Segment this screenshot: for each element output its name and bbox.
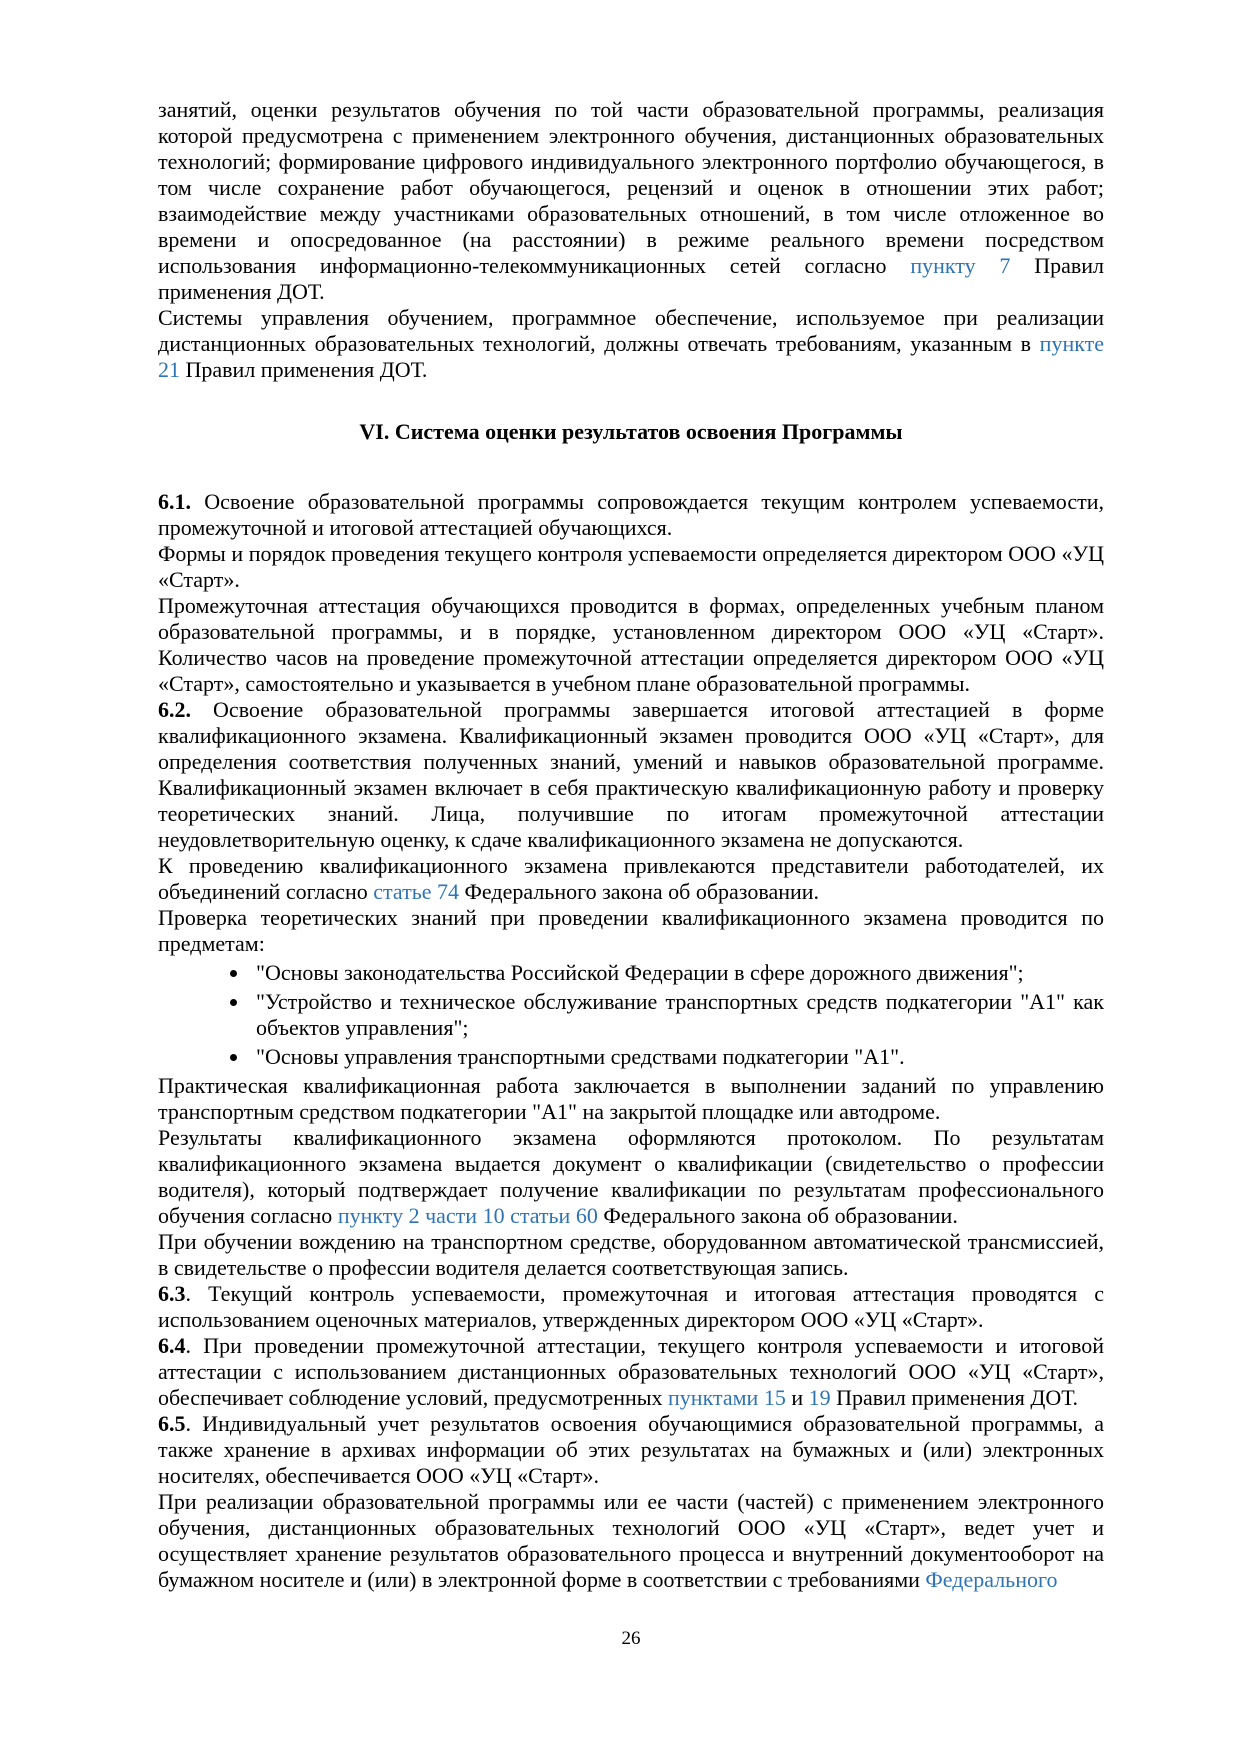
page-number: 26: [621, 1628, 641, 1649]
paragraph: [158, 697, 1104, 853]
text-run: "Основы законодательства Российской Федерации в сфере дорожного движения";: [256, 960, 1024, 985]
text-run: Федерального закона об образовании.: [597, 1203, 958, 1228]
bullet-list: [158, 960, 1104, 1070]
text-run: занятий, оценки результатов обучения по той части образовательной программы, реализация которой предусмотрена с применением электронного обучения, дистанционных образовательных технологий; формирование цифрового индивидуального электронного портфолио обучающегося, в том числе сохранение работ обучающегося, рецензий и оценок в отношении этих работ; взаимодействие между участниками образовательных отношений, в том числе отложенное во времени и опосредованное (на расстоянии) в режиме реального времени посредством использования информационно-телекоммуникационных сетей согласно: [158, 97, 1104, 278]
text-run: Формы и порядок проведения текущего контроля успеваемости определяется директором ООО «УЦ «Старт».: [158, 541, 1104, 592]
clause-number: 6.4: [158, 1333, 186, 1358]
text-run: "Устройство и техническое обслуживание транспортных средств подкатегории "А1" как объектов управления";: [256, 989, 1104, 1040]
bullet-item: [250, 1044, 1104, 1070]
text-run: и: [785, 1385, 809, 1410]
clause-number: 6.5: [158, 1411, 186, 1436]
text-run: Промежуточная аттестация обучающихся проводится в формах, определенных учебным планом образовательной программы, и в порядке, установленном директором ООО «УЦ «Старт». Количество часов на проведение промежуточной аттестации определяется директором ООО «УЦ «Старт», самостоятельно и указывается в учебном плане образовательной программы.: [158, 593, 1104, 696]
paragraph: [158, 541, 1104, 593]
text-run: Освоение образовательной программы завершается итоговой аттестацией в форме квалификационного экзамена. Квалификационный экзамен проводится ООО «УЦ «Старт», для определения соответствия полученных знаний, умений и навыков образовательной программе. Квалификационный экзамен включает в себя практическую квалификационную работу и проверку теоретических знаний. Лица, получившие по итогам промежуточной аттестации неудовлетворительную оценку, к сдаче квалификационного экзамена не допускаются.: [158, 697, 1104, 852]
text-run: Освоение образовательной программы сопровождается текущим контролем успеваемости, промежуточной и итоговой аттестацией обучающихся.: [158, 489, 1104, 540]
paragraph: [158, 905, 1104, 957]
clause-number: 6.1.: [158, 489, 191, 514]
text-run: Практическая квалификационная работа заключается в выполнении заданий по управлению транспортным средством подкатегории "А1" на закрытой площадке или автодроме.: [158, 1073, 1104, 1124]
paragraph: [158, 1125, 1104, 1229]
paragraph: [158, 1489, 1104, 1593]
inline-link[interactable]: пункту 7: [910, 253, 1011, 278]
inline-link[interactable]: статье 74: [373, 879, 460, 904]
text-run: К проведению квалификационного экзамена привлекаются представители работодателей, их объединений согласно: [158, 853, 1104, 904]
clause-number: 6.2.: [158, 697, 191, 722]
paragraph: [158, 1411, 1104, 1489]
clause-number: 6.3: [158, 1281, 186, 1306]
text-run: Правил применения ДОТ.: [158, 253, 1104, 304]
text-run: Правил применения ДОТ.: [830, 1385, 1078, 1410]
inline-link[interactable]: Федерального: [925, 1567, 1058, 1592]
document-body: [158, 97, 1104, 1593]
paragraph: [158, 1229, 1104, 1281]
paragraph: [158, 1333, 1104, 1411]
paragraph: [158, 1073, 1104, 1125]
inline-link[interactable]: пункте 21: [158, 331, 1104, 382]
text-run: Проверка теоретических знаний при проведении квалификационного экзамена проводится по предметам:: [158, 905, 1104, 956]
text-run: Федерального закона об образовании.: [459, 879, 820, 904]
paragraph: [158, 593, 1104, 697]
paragraph: [158, 305, 1104, 383]
text-run: . При проведении промежуточной аттестации, текущего контроля успеваемости и итоговой аттестации с использованием дистанционных образовательных технологий ООО «УЦ «Старт», обеспечивает соблюдение условий, предусмотренных: [158, 1333, 1104, 1410]
text-run: При реализации образовательной программы или ее части (частей) с применением электронного обучения, дистанционных образовательных технологий ООО «УЦ «Старт», ведет учет и осуществляет хранение результатов образовательного процесса и внутренний документооборот на бумажном носителе и (или) в электронной форме в соответствии с требованиями: [158, 1489, 1104, 1592]
inline-link[interactable]: пункту 2 части 10 статьи 60: [337, 1203, 598, 1228]
text-run: При обучении вождению на транспортном средстве, оборудованном автоматической трансмиссией, в свидетельстве о профессии водителя делается соответствующая запись.: [158, 1229, 1104, 1280]
text-run: . Текущий контроль успеваемости, промежуточная и итоговая аттестация проводятся с использованием оценочных материалов, утвержденных директором ООО «УЦ «Старт».: [158, 1281, 1104, 1332]
bullet-item: [250, 960, 1104, 986]
paragraph: [158, 853, 1104, 905]
text-run: Правил применения ДОТ.: [180, 357, 428, 382]
paragraph: [158, 97, 1104, 305]
inline-link[interactable]: 19: [808, 1385, 831, 1410]
bullet-item: [250, 989, 1104, 1041]
text-run: Системы управления обучением, программное обеспечение, используемое при реализации дистанционных образовательных технологий, должны отвечать требованиям, указанным в: [158, 305, 1104, 356]
paragraph: [158, 489, 1104, 541]
text-run: Результаты квалификационного экзамена оформляются протоколом. По результатам квалификационного экзамена выдается документ о квалификации (свидетельство о профессии водителя), который подтверждает получение квалификации по результатам профессионального обучения согласно: [158, 1125, 1104, 1228]
paragraph: [158, 1281, 1104, 1333]
section-heading: VI. Система оценки результатов освоения Программы: [359, 419, 903, 444]
inline-link[interactable]: пунктами 15: [668, 1385, 786, 1410]
text-run: . Индивидуальный учет результатов освоения обучающимися образовательной программы, а также хранение в архивах информации об этих результатах на бумажных и (или) электронных носителях, обеспечивается ООО «УЦ «Старт».: [158, 1411, 1104, 1488]
text-run: "Основы управления транспортными средствами подкатегории "А1".: [256, 1044, 905, 1069]
